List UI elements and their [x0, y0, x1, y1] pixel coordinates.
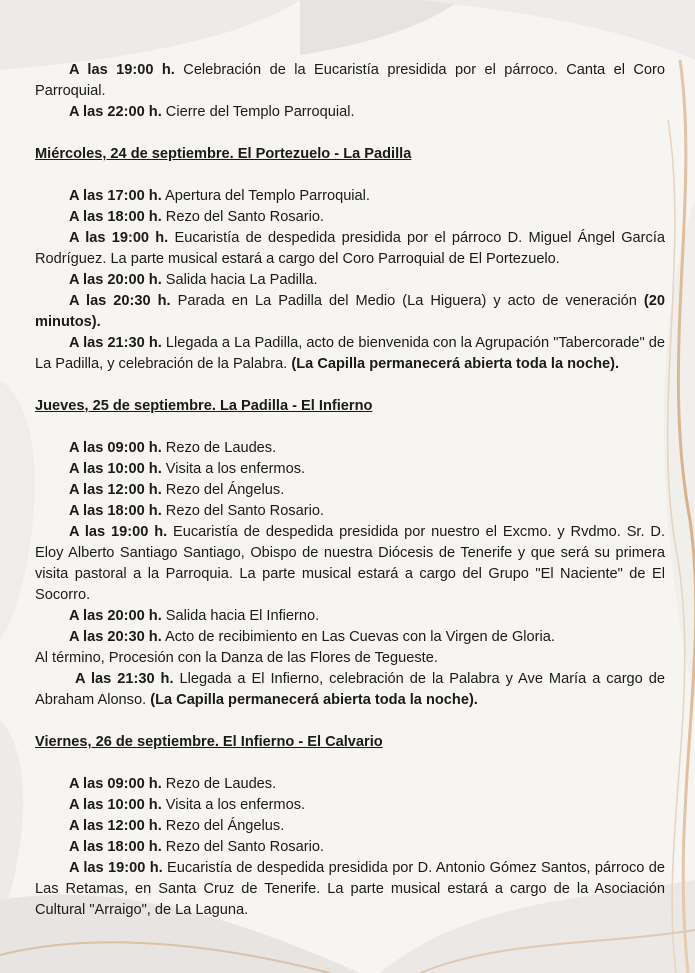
schedule-item — [35, 207, 665, 228]
item-text: Rezo de Laudes. — [161, 776, 277, 792]
item-bold-note: (La Capilla permanecerá abierta toda la noche). — [291, 356, 620, 372]
schedule-item — [35, 333, 665, 375]
item-text: Visita a los enfermos. — [161, 461, 306, 477]
schedule-item — [35, 627, 665, 648]
schedule-item — [35, 837, 665, 858]
schedule-item — [35, 186, 665, 207]
schedule-item — [35, 795, 665, 816]
item-text: Rezo del Santo Rosario. — [161, 503, 324, 519]
schedule-item — [35, 648, 665, 669]
schedule-item — [35, 669, 665, 711]
item-time: A las 20:30 h. — [69, 629, 162, 645]
item-text: Rezo del Ángelus. — [161, 818, 285, 834]
item-bold-note: (La Capilla permanecerá abierta toda la noche). — [150, 692, 478, 708]
item-time: A las 20:00 h. — [69, 272, 162, 288]
item-text: Rezo del Ángelus. — [161, 482, 285, 498]
item-time: A las 21:30 h. — [75, 671, 174, 687]
day-heading: Viernes, 26 de septiembre. El Infierno - El Calvario — [35, 734, 383, 750]
item-time: A las 19:00 h. — [69, 524, 168, 540]
item-text: Rezo de Laudes. — [161, 440, 277, 456]
item-time: A las 18:00 h. — [69, 839, 162, 855]
schedule-item — [35, 606, 665, 627]
item-text: Parada en La Padilla del Medio (La Higuera) y acto de veneración — [170, 293, 644, 309]
item-text: Visita a los enfermos. — [161, 797, 306, 813]
day-heading: Miércoles, 24 de septiembre. El Portezuelo - La Padilla — [35, 146, 412, 162]
item-time: A las 12:00 h. — [69, 818, 162, 834]
item-text: Rezo del Santo Rosario. — [161, 209, 324, 225]
item-time: A las 09:00 h. — [69, 440, 162, 456]
item-text: Salida hacia La Padilla. — [161, 272, 318, 288]
item-text: Llegada a El Infierno, celebración de la Palabra y Ave María a cargo de Abraham Alonso. — [35, 671, 666, 708]
item-text: Eucaristía de despedida presidida por el párroco D. Miguel Ángel García Rodríguez. La parte musical estará a cargo del Coro Parroquial de El Portezuelo. — [35, 230, 666, 267]
schedule-item — [35, 816, 665, 837]
schedule-item — [35, 438, 665, 459]
item-bold-note: (20 minutos). — [35, 293, 665, 330]
item-text: Cierre del Templo Parroquial. — [161, 104, 355, 120]
item-text: Acto de recibimiento en Las Cuevas con la Virgen de Gloria. — [161, 629, 555, 645]
item-time: A las 21:30 h. — [69, 335, 162, 351]
schedule-item — [35, 501, 665, 522]
item-text: Salida hacia El Infierno. — [161, 608, 320, 624]
item-text: Llegada a La Padilla, acto de bienvenida con la Agrupación "Tabercorade" de La Padilla, y celebración de la Palabra. — [35, 335, 665, 372]
item-text: Celebración de la Eucaristía presidida por el párroco. Canta el Coro Parroquial. — [35, 62, 666, 99]
item-text: Eucaristía de despedida presidida por nuestro el Excmo. y Rvdmo. Sr. D. Eloy Alberto Santiago Santiago, Obispo de nuestra Diócesis de Tenerife y que será su primera visita pastoral a la Parroquia. La parte musical estará a cargo del Grupo "El Naciente" de El Socorro. — [35, 524, 665, 603]
schedule-item — [35, 858, 665, 921]
schedule-item — [35, 60, 665, 102]
item-text: Al término, Procesión con la Danza de las Flores de Tegueste. — [35, 650, 438, 666]
item-text: Eucaristía de despedida presidida por D. Antonio Gómez Santos, párroco de Las Retamas, en Santa Cruz de Tenerife. La parte musical estará a cargo de la Asociación Cultural "Arraigo", de La Laguna. — [35, 860, 665, 918]
item-time: A las 09:00 h. — [69, 776, 162, 792]
item-time: A las 19:00 h. — [69, 230, 169, 246]
item-time: A las 20:30 h. — [69, 293, 171, 309]
schedule-item — [35, 774, 665, 795]
schedule-item — [35, 102, 665, 123]
schedule-item — [35, 459, 665, 480]
schedule-item — [35, 522, 665, 606]
day-heading: Jueves, 25 de septiembre. La Padilla - El Infierno — [35, 398, 373, 414]
schedule-item — [35, 480, 665, 501]
document-body — [35, 60, 665, 921]
item-time: A las 10:00 h. — [69, 797, 162, 813]
item-text: Apertura del Templo Parroquial. — [161, 188, 370, 204]
item-time: A las 18:00 h. — [69, 209, 162, 225]
schedule-item — [35, 228, 665, 270]
item-time: A las 10:00 h. — [69, 461, 162, 477]
item-time: A las 18:00 h. — [69, 503, 162, 519]
item-text: Rezo del Santo Rosario. — [161, 839, 324, 855]
item-time: A las 19:00 h. — [69, 860, 163, 876]
item-time: A las 17:00 h. — [69, 188, 162, 204]
item-time: A las 19:00 h. — [69, 62, 175, 78]
item-time: A las 12:00 h. — [69, 482, 162, 498]
schedule-item — [35, 291, 665, 333]
schedule-item — [35, 270, 665, 291]
item-time: A las 22:00 h. — [69, 104, 162, 120]
item-time: A las 20:00 h. — [69, 608, 162, 624]
